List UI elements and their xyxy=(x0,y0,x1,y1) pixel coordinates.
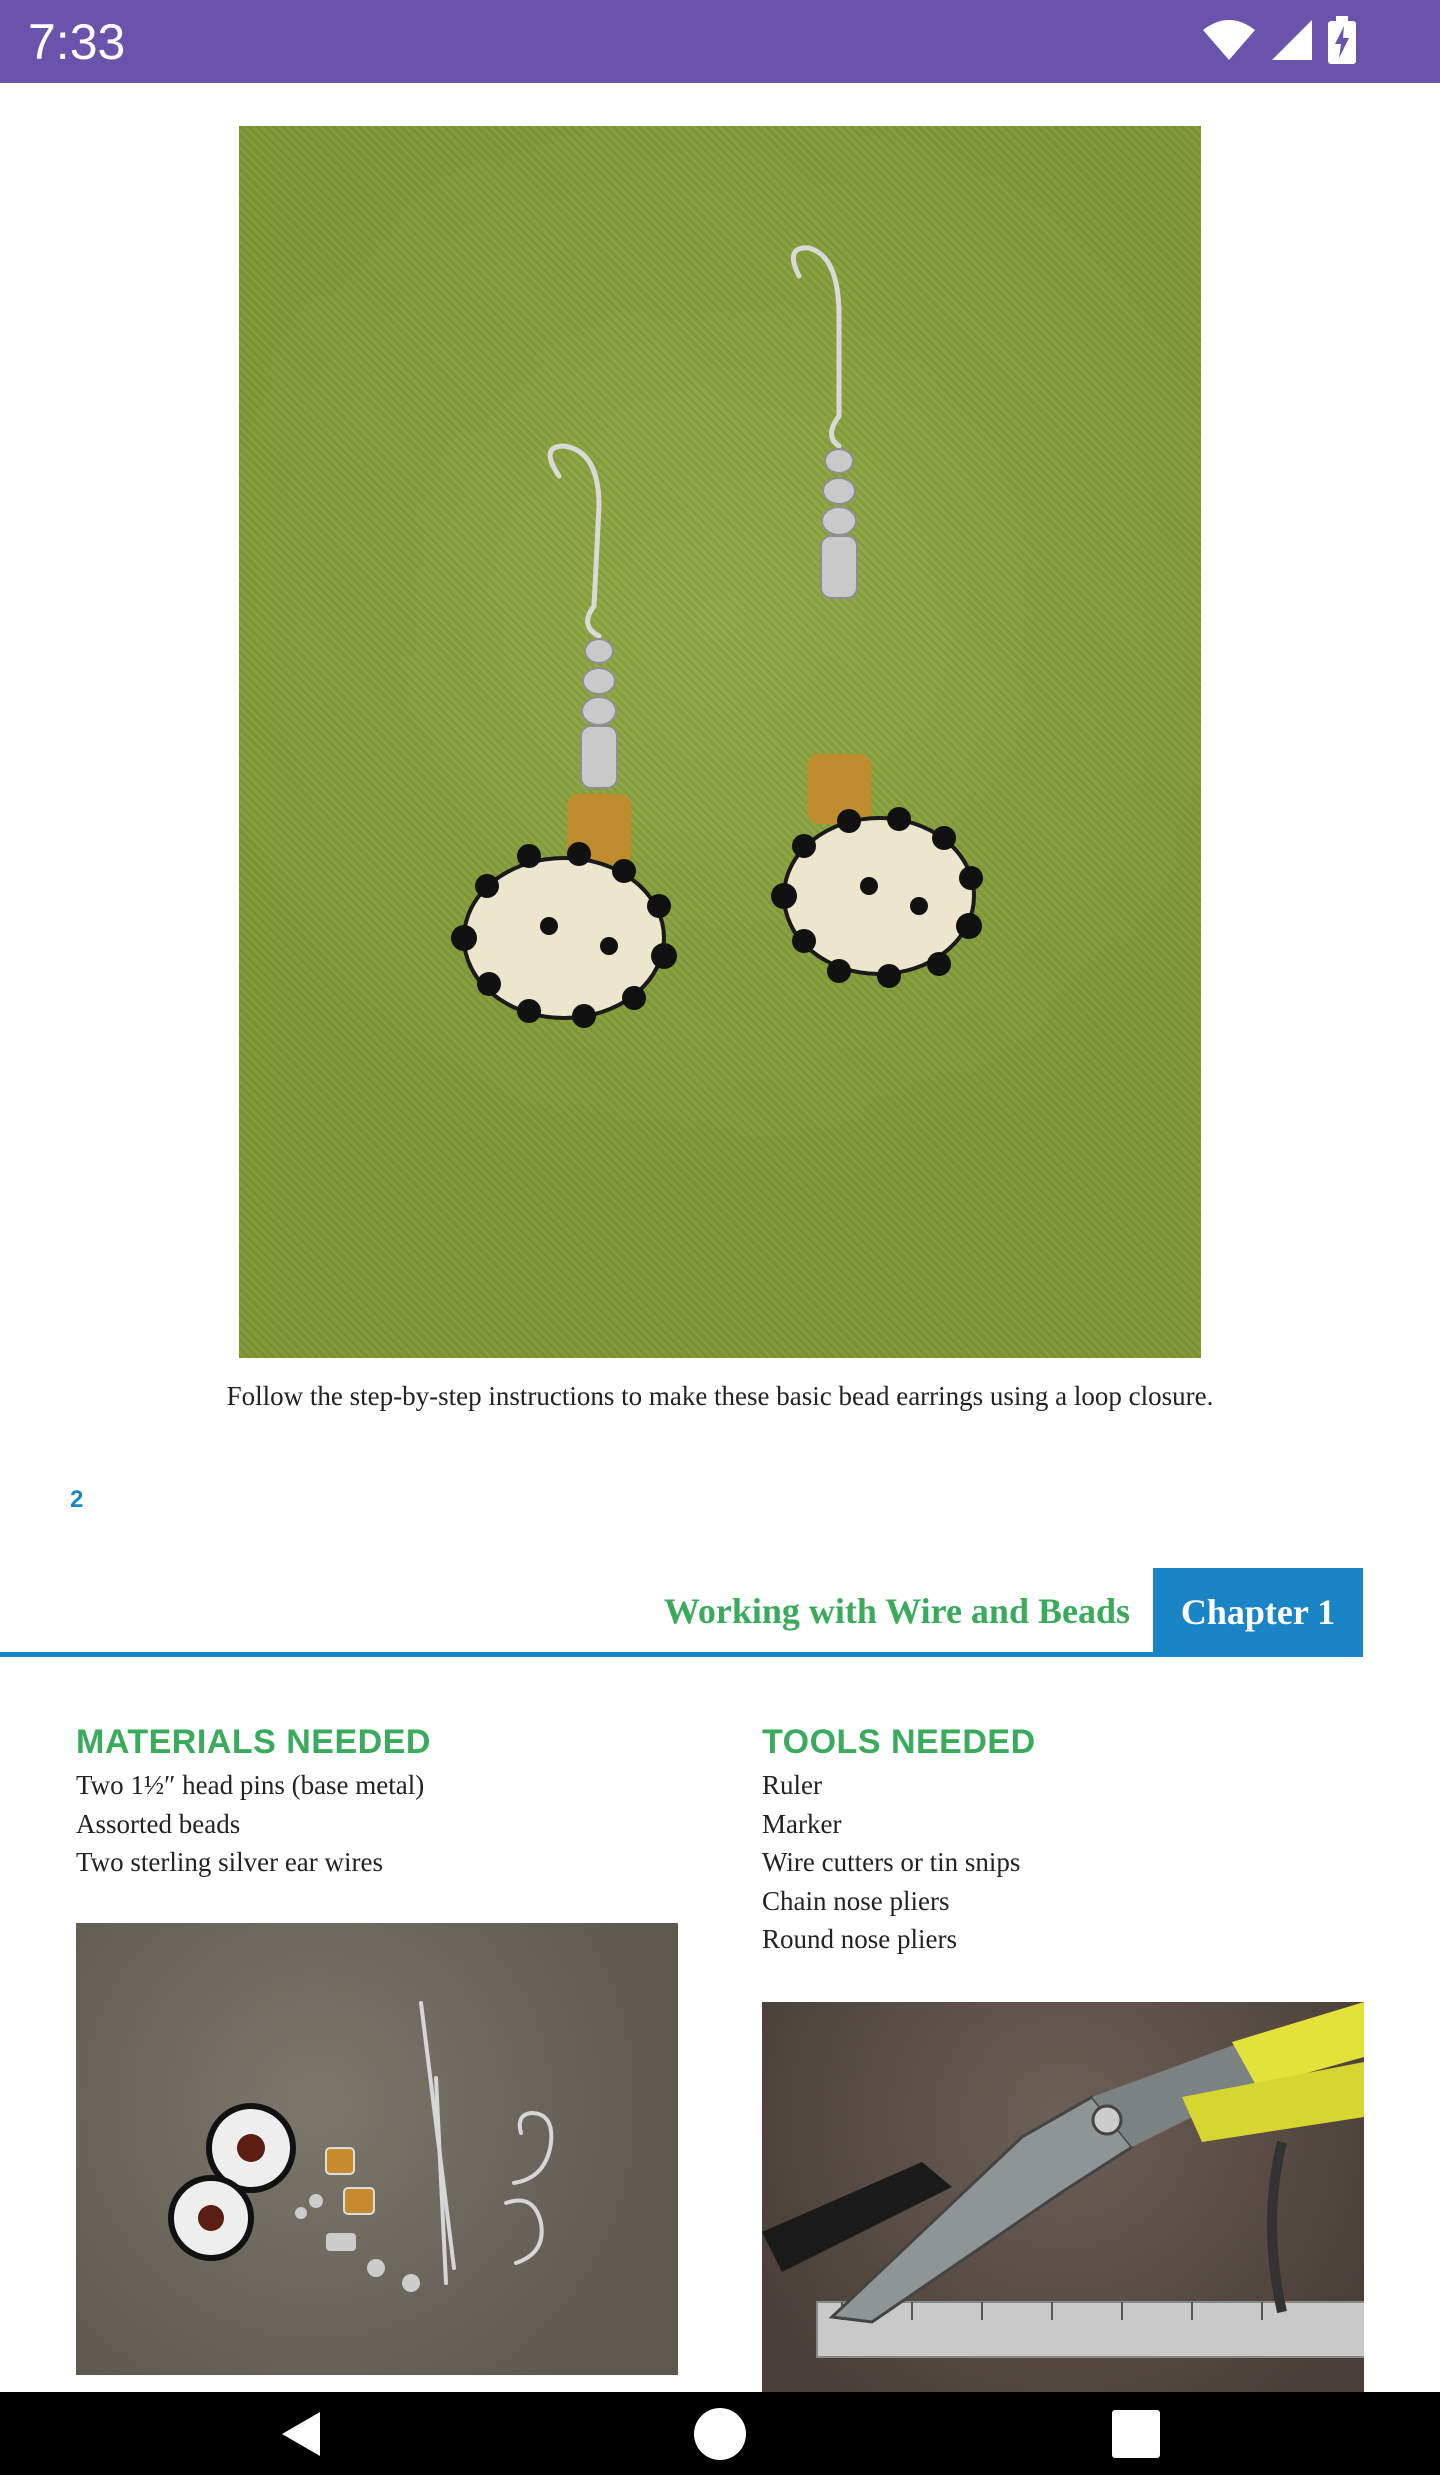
materials-list xyxy=(76,1766,678,1882)
tools-section xyxy=(762,1718,1364,1959)
list-item: Ruler xyxy=(762,1770,822,1800)
status-icons xyxy=(1202,18,1356,66)
list-item: Round nose pliers xyxy=(762,1924,957,1954)
list-item: Assorted beads xyxy=(76,1808,241,1839)
home-button[interactable] xyxy=(650,2392,790,2475)
page-number: 2 xyxy=(70,1486,84,1513)
materials-photo xyxy=(76,1923,678,2375)
earrings-photo xyxy=(239,126,1201,1358)
tools-photo xyxy=(762,2002,1364,2392)
back-button[interactable] xyxy=(230,2392,370,2475)
header-divider xyxy=(0,1652,1363,1657)
recents-icon xyxy=(1106,2404,1166,2464)
chapter-header xyxy=(0,1568,1440,1658)
list-item: Two sterling silver ear wires xyxy=(76,1847,384,1877)
tools-list xyxy=(762,1766,1364,1959)
status-bar xyxy=(0,0,1440,83)
recents-button[interactable] xyxy=(1066,2392,1206,2475)
wifi-icon xyxy=(1202,18,1256,67)
materials-heading: MATERIALS NEEDED xyxy=(76,1723,431,1761)
list-item: Marker xyxy=(762,1808,842,1839)
status-time: 7:33 xyxy=(28,14,126,70)
navigation-bar xyxy=(0,2392,1440,2475)
chapter-tab: Chapter 1 xyxy=(1153,1568,1363,1656)
photo-caption: Follow the step-by-step instructions to make these basic bead earrings using a loop closure. xyxy=(226,1381,1214,1411)
tools-heading: TOOLS NEEDED xyxy=(762,1723,1036,1761)
materials-section xyxy=(76,1718,678,1882)
back-icon xyxy=(270,2404,330,2464)
running-title: Working with Wire and Beads xyxy=(663,1591,1130,1631)
list-item: Chain nose pliers xyxy=(762,1885,950,1916)
home-icon xyxy=(690,2404,750,2464)
cellular-signal-icon xyxy=(1270,18,1314,67)
list-item: Wire cutters or tin snips xyxy=(762,1847,1021,1877)
battery-charging-icon xyxy=(1328,16,1356,69)
list-item: Two 1½″ head pins (base metal) xyxy=(76,1770,425,1800)
